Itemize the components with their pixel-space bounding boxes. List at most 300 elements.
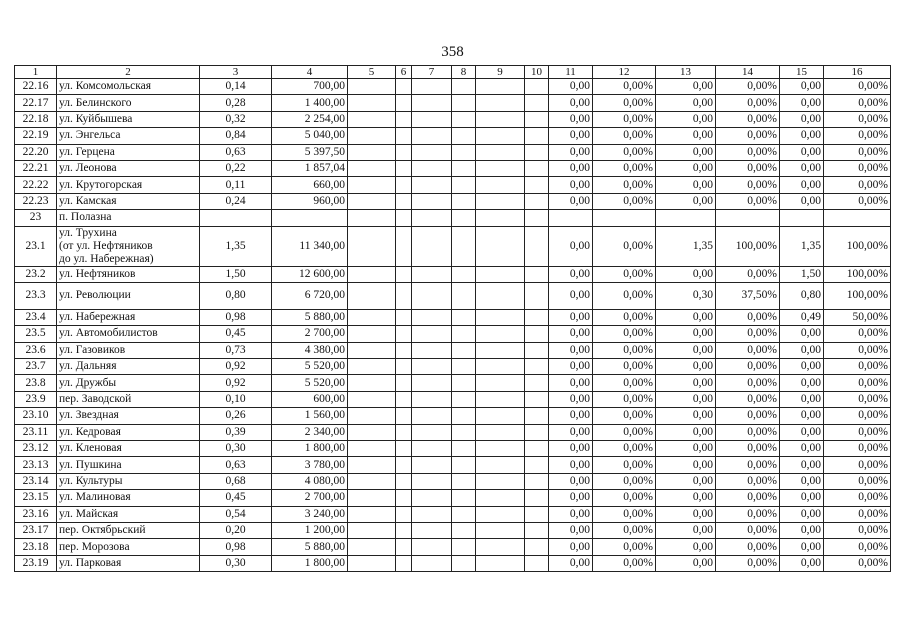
- street-name-cell: [57, 266, 200, 282]
- street-name-cell: [57, 95, 200, 111]
- cost-cell: 1 800,00: [272, 555, 348, 571]
- value-cell-c16: 0,00%: [824, 95, 891, 111]
- value-cell-c15: 0,00: [780, 391, 824, 407]
- item-number-cell: 22.23: [15, 193, 57, 209]
- table-row: [15, 111, 891, 127]
- empty-cell: [452, 375, 476, 391]
- empty-cell: [452, 309, 476, 325]
- empty-cell: [396, 128, 412, 144]
- empty-cell: [525, 359, 549, 375]
- empty-cell: [476, 359, 525, 375]
- empty-cell: [476, 111, 525, 127]
- column-number-header: 11: [549, 66, 593, 79]
- value-cell-c12: 0,00%: [593, 144, 656, 160]
- empty-cell: [452, 342, 476, 358]
- value-cell-c11: 0,00: [549, 441, 593, 457]
- empty-cell: [452, 193, 476, 209]
- value-cell-c14: 0,00%: [716, 177, 780, 193]
- value-cell-c12: 0,00%: [593, 95, 656, 111]
- empty-cell: [348, 128, 396, 144]
- value-cell-c13: 0,00: [656, 457, 716, 473]
- value-cell-c15: 0,00: [780, 375, 824, 391]
- column-number-header: 8: [452, 66, 476, 79]
- empty-cell: [412, 226, 452, 266]
- empty-cell: [476, 375, 525, 391]
- empty-cell: [348, 210, 396, 226]
- empty-cell: [348, 375, 396, 391]
- length-km-cell: 0,98: [200, 539, 272, 555]
- empty-cell: [525, 424, 549, 440]
- value-cell-c12: 0,00%: [593, 359, 656, 375]
- column-number-header: 15: [780, 66, 824, 79]
- value-cell-c13: 0,00: [656, 539, 716, 555]
- empty-cell: [412, 326, 452, 342]
- empty-cell: [396, 309, 412, 325]
- cost-cell: 1 400,00: [272, 95, 348, 111]
- item-number-cell: 23.8: [15, 375, 57, 391]
- street-name-cell: [57, 539, 200, 555]
- value-cell-c14: 0,00%: [716, 95, 780, 111]
- length-km-cell: 0,26: [200, 408, 272, 424]
- value-cell-c15: 0,00: [780, 408, 824, 424]
- empty-cell: [476, 441, 525, 457]
- value-cell-c13: 0,00: [656, 266, 716, 282]
- street-name-line: ул. Газовиков: [59, 343, 126, 356]
- column-number-header: 4: [272, 66, 348, 79]
- column-number-header: 1: [15, 66, 57, 79]
- table-row: [15, 539, 891, 555]
- empty-cell: [452, 506, 476, 522]
- table-row: [15, 79, 891, 95]
- street-name-line: ул. Кленовая: [59, 442, 122, 455]
- length-km-cell: 0,28: [200, 95, 272, 111]
- length-km-cell: 0,11: [200, 177, 272, 193]
- length-km-cell: 0,98: [200, 309, 272, 325]
- empty-cell: [396, 342, 412, 358]
- value-cell-c15: 0,00: [780, 177, 824, 193]
- item-number-cell: 23.14: [15, 473, 57, 489]
- empty-cell: [525, 266, 549, 282]
- length-km-cell: 1,50: [200, 266, 272, 282]
- empty-cell: [452, 128, 476, 144]
- value-cell-c12: 0,00%: [593, 309, 656, 325]
- table-row: [15, 210, 891, 226]
- street-name-line: ул. Парковая: [59, 556, 122, 569]
- item-number-cell: 23.18: [15, 539, 57, 555]
- empty-cell: [452, 282, 476, 309]
- value-cell-c11: [549, 210, 593, 226]
- empty-cell: [348, 309, 396, 325]
- value-cell-c12: 0,00%: [593, 266, 656, 282]
- table-row: [15, 424, 891, 440]
- empty-cell: [452, 473, 476, 489]
- value-cell-c12: 0,00%: [593, 424, 656, 440]
- value-cell-c12: 0,00%: [593, 177, 656, 193]
- table-row: [15, 128, 891, 144]
- empty-cell: [476, 177, 525, 193]
- item-number-cell: 23.10: [15, 408, 57, 424]
- cost-cell: 3 780,00: [272, 457, 348, 473]
- value-cell-c14: 0,00%: [716, 79, 780, 95]
- empty-cell: [412, 457, 452, 473]
- street-name-line: ул. Набережная: [59, 311, 136, 324]
- empty-cell: [396, 282, 412, 309]
- empty-cell: [412, 177, 452, 193]
- empty-cell: [476, 457, 525, 473]
- table-row: [15, 375, 891, 391]
- value-cell-c15: 0,00: [780, 359, 824, 375]
- street-name-line: ул. Пушкина: [59, 458, 122, 471]
- value-cell-c13: 1,35: [656, 226, 716, 266]
- cost-cell: 1 200,00: [272, 522, 348, 538]
- item-number-cell: 23.15: [15, 490, 57, 506]
- cost-cell: 2 254,00: [272, 111, 348, 127]
- street-name-line: ул. Энгельса: [59, 129, 121, 142]
- empty-cell: [396, 375, 412, 391]
- length-km-cell: 0,24: [200, 193, 272, 209]
- column-number-header: 3: [200, 66, 272, 79]
- street-name-line: ул. Крутогорская: [59, 178, 143, 191]
- length-km-cell: 0,63: [200, 144, 272, 160]
- table-row: [15, 441, 891, 457]
- value-cell-c13: 0,00: [656, 441, 716, 457]
- value-cell-c16: 0,00%: [824, 111, 891, 127]
- value-cell-c15: 0,00: [780, 128, 824, 144]
- empty-cell: [476, 506, 525, 522]
- cost-cell: 3 240,00: [272, 506, 348, 522]
- value-cell-c15: 0,00: [780, 473, 824, 489]
- empty-cell: [396, 555, 412, 571]
- value-cell-c16: 0,00%: [824, 522, 891, 538]
- empty-cell: [452, 457, 476, 473]
- cost-cell: 5 880,00: [272, 309, 348, 325]
- empty-cell: [525, 326, 549, 342]
- value-cell-c11: 0,00: [549, 375, 593, 391]
- cost-cell: [272, 210, 348, 226]
- street-name-cell: [57, 408, 200, 424]
- street-name-cell: [57, 210, 200, 226]
- empty-cell: [412, 128, 452, 144]
- value-cell-c11: 0,00: [549, 522, 593, 538]
- value-cell-c13: 0,00: [656, 79, 716, 95]
- empty-cell: [348, 266, 396, 282]
- value-cell-c11: 0,00: [549, 128, 593, 144]
- street-name-line: ул. Леонова: [59, 162, 117, 175]
- street-name-line: п. Полазна: [59, 211, 112, 224]
- empty-cell: [412, 473, 452, 489]
- length-km-cell: 0,14: [200, 79, 272, 95]
- table-row: [15, 408, 891, 424]
- value-cell-c16: 50,00%: [824, 309, 891, 325]
- empty-cell: [396, 506, 412, 522]
- value-cell-c11: 0,00: [549, 111, 593, 127]
- item-number-cell: 22.22: [15, 177, 57, 193]
- header-row: [15, 66, 891, 79]
- value-cell-c12: 0,00%: [593, 457, 656, 473]
- empty-cell: [412, 282, 452, 309]
- empty-cell: [476, 424, 525, 440]
- street-name-line: ул. Белинского: [59, 96, 132, 109]
- length-km-cell: 0,30: [200, 441, 272, 457]
- table-row: [15, 457, 891, 473]
- empty-cell: [452, 441, 476, 457]
- value-cell-c13: 0,00: [656, 111, 716, 127]
- street-name-cell: [57, 111, 200, 127]
- value-cell-c11: 0,00: [549, 457, 593, 473]
- cost-cell: 700,00: [272, 79, 348, 95]
- cost-cell: 12 600,00: [272, 266, 348, 282]
- empty-cell: [396, 359, 412, 375]
- value-cell-c14: 0,00%: [716, 424, 780, 440]
- length-km-cell: 0,20: [200, 522, 272, 538]
- cost-cell: 2 700,00: [272, 490, 348, 506]
- empty-cell: [452, 111, 476, 127]
- street-name-line: ул. Культуры: [59, 475, 123, 487]
- value-cell-c14: [716, 210, 780, 226]
- empty-cell: [348, 457, 396, 473]
- value-cell-c15: 0,00: [780, 522, 824, 538]
- value-cell-c14: 0,00%: [716, 555, 780, 571]
- empty-cell: [452, 424, 476, 440]
- empty-cell: [412, 506, 452, 522]
- value-cell-c12: 0,00%: [593, 375, 656, 391]
- value-cell-c13: 0,00: [656, 424, 716, 440]
- value-cell-c16: 0,00%: [824, 177, 891, 193]
- empty-cell: [412, 309, 452, 325]
- street-repair-table: [14, 65, 891, 572]
- empty-cell: [348, 490, 396, 506]
- street-name-line: ул. Дальняя: [59, 360, 117, 373]
- column-number-header: 10: [525, 66, 549, 79]
- street-name-line: ул. Звездная: [59, 409, 119, 422]
- value-cell-c13: 0,00: [656, 490, 716, 506]
- empty-cell: [412, 522, 452, 538]
- column-number-header: 14: [716, 66, 780, 79]
- item-number-cell: 23.6: [15, 342, 57, 358]
- empty-cell: [396, 95, 412, 111]
- value-cell-c12: 0,00%: [593, 539, 656, 555]
- value-cell-c16: 0,00%: [824, 555, 891, 571]
- empty-cell: [348, 473, 396, 489]
- empty-cell: [348, 506, 396, 522]
- street-name-cell: [57, 226, 200, 266]
- empty-cell: [348, 424, 396, 440]
- value-cell-c16: 100,00%: [824, 226, 891, 266]
- empty-cell: [525, 555, 549, 571]
- empty-cell: [525, 128, 549, 144]
- item-number-cell: 22.16: [15, 79, 57, 95]
- value-cell-c13: 0,00: [656, 555, 716, 571]
- column-number-header: 7: [412, 66, 452, 79]
- value-cell-c11: 0,00: [549, 326, 593, 342]
- street-name-line: ул. Революции: [59, 289, 131, 302]
- value-cell-c14: 0,00%: [716, 473, 780, 489]
- value-cell-c12: 0,00%: [593, 473, 656, 489]
- empty-cell: [525, 457, 549, 473]
- empty-cell: [396, 177, 412, 193]
- value-cell-c12: 0,00%: [593, 506, 656, 522]
- empty-cell: [348, 539, 396, 555]
- empty-cell: [476, 391, 525, 407]
- item-number-cell: 23.16: [15, 506, 57, 522]
- column-number-header: 12: [593, 66, 656, 79]
- cost-cell: 5 520,00: [272, 375, 348, 391]
- value-cell-c11: 0,00: [549, 144, 593, 160]
- empty-cell: [396, 408, 412, 424]
- cost-cell: 5 520,00: [272, 359, 348, 375]
- value-cell-c13: 0,00: [656, 128, 716, 144]
- length-km-cell: 0,80: [200, 282, 272, 309]
- empty-cell: [525, 177, 549, 193]
- value-cell-c16: 0,00%: [824, 490, 891, 506]
- street-name-line: ул. Автомобилистов: [59, 327, 158, 340]
- item-number-cell: 23.9: [15, 391, 57, 407]
- empty-cell: [452, 490, 476, 506]
- street-name-cell: [57, 441, 200, 457]
- empty-cell: [476, 193, 525, 209]
- empty-cell: [452, 160, 476, 176]
- empty-cell: [348, 342, 396, 358]
- length-km-cell: 0,32: [200, 111, 272, 127]
- value-cell-c12: 0,00%: [593, 226, 656, 266]
- street-name-line: пер. Заводской: [59, 393, 132, 406]
- empty-cell: [452, 359, 476, 375]
- empty-cell: [396, 473, 412, 489]
- value-cell-c15: 0,00: [780, 342, 824, 358]
- street-name-cell: [57, 326, 200, 342]
- table-row: [15, 506, 891, 522]
- empty-cell: [476, 160, 525, 176]
- value-cell-c16: 0,00%: [824, 342, 891, 358]
- value-cell-c11: 0,00: [549, 160, 593, 176]
- empty-cell: [525, 473, 549, 489]
- empty-cell: [412, 95, 452, 111]
- street-name-line: ул. Малиновая: [59, 491, 131, 504]
- empty-cell: [348, 441, 396, 457]
- empty-cell: [476, 522, 525, 538]
- empty-cell: [476, 128, 525, 144]
- length-km-cell: 0,22: [200, 160, 272, 176]
- value-cell-c11: 0,00: [549, 79, 593, 95]
- value-cell-c16: 0,00%: [824, 506, 891, 522]
- street-name-cell: [57, 193, 200, 209]
- empty-cell: [525, 210, 549, 226]
- empty-cell: [348, 282, 396, 309]
- item-number-cell: 23.7: [15, 359, 57, 375]
- value-cell-c16: 0,00%: [824, 144, 891, 160]
- value-cell-c12: 0,00%: [593, 128, 656, 144]
- value-cell-c16: 0,00%: [824, 391, 891, 407]
- value-cell-c15: 0,00: [780, 457, 824, 473]
- street-name-line: ул. Комсомольская: [59, 80, 152, 93]
- length-km-cell: 0,92: [200, 359, 272, 375]
- cost-cell: 4 080,00: [272, 473, 348, 489]
- value-cell-c15: 0,00: [780, 506, 824, 522]
- empty-cell: [525, 160, 549, 176]
- column-number-header: 13: [656, 66, 716, 79]
- length-km-cell: 0,54: [200, 506, 272, 522]
- value-cell-c14: 0,00%: [716, 342, 780, 358]
- value-cell-c11: 0,00: [549, 506, 593, 522]
- street-name-line: пер. Морозова: [59, 540, 130, 553]
- empty-cell: [348, 193, 396, 209]
- empty-cell: [452, 539, 476, 555]
- value-cell-c13: 0,00: [656, 177, 716, 193]
- table-row: [15, 266, 891, 282]
- table-row: [15, 95, 891, 111]
- value-cell-c16: [824, 210, 891, 226]
- value-cell-c12: 0,00%: [593, 555, 656, 571]
- value-cell-c16: 0,00%: [824, 375, 891, 391]
- empty-cell: [452, 210, 476, 226]
- value-cell-c12: 0,00%: [593, 79, 656, 95]
- empty-cell: [412, 160, 452, 176]
- street-name-line: (от ул. Нефтяников: [59, 239, 153, 252]
- empty-cell: [348, 111, 396, 127]
- value-cell-c14: 37,50%: [716, 282, 780, 309]
- empty-cell: [412, 539, 452, 555]
- value-cell-c15: 0,49: [780, 309, 824, 325]
- empty-cell: [525, 490, 549, 506]
- item-number-cell: 22.19: [15, 128, 57, 144]
- value-cell-c13: 0,00: [656, 144, 716, 160]
- table-row: [15, 490, 891, 506]
- empty-cell: [525, 95, 549, 111]
- table-row: [15, 473, 891, 489]
- value-cell-c13: 0,00: [656, 522, 716, 538]
- item-number-cell: 23.2: [15, 266, 57, 282]
- value-cell-c14: 0,00%: [716, 128, 780, 144]
- street-name-cell: [57, 391, 200, 407]
- item-number-cell: 22.17: [15, 95, 57, 111]
- empty-cell: [476, 144, 525, 160]
- value-cell-c14: 0,00%: [716, 266, 780, 282]
- empty-cell: [348, 326, 396, 342]
- empty-cell: [476, 490, 525, 506]
- length-km-cell: 0,30: [200, 555, 272, 571]
- value-cell-c14: 0,00%: [716, 193, 780, 209]
- empty-cell: [525, 144, 549, 160]
- cost-cell: 960,00: [272, 193, 348, 209]
- value-cell-c16: 0,00%: [824, 359, 891, 375]
- empty-cell: [396, 539, 412, 555]
- empty-cell: [452, 326, 476, 342]
- value-cell-c12: 0,00%: [593, 441, 656, 457]
- table-row: [15, 309, 891, 325]
- value-cell-c13: 0,00: [656, 506, 716, 522]
- empty-cell: [412, 79, 452, 95]
- empty-cell: [525, 79, 549, 95]
- empty-cell: [348, 391, 396, 407]
- empty-cell: [412, 210, 452, 226]
- value-cell-c15: 0,00: [780, 539, 824, 555]
- empty-cell: [525, 391, 549, 407]
- empty-cell: [396, 326, 412, 342]
- value-cell-c11: 0,00: [549, 424, 593, 440]
- value-cell-c15: 0,00: [780, 326, 824, 342]
- value-cell-c14: 0,00%: [716, 441, 780, 457]
- table-row: [15, 326, 891, 342]
- value-cell-c15: 0,00: [780, 160, 824, 176]
- street-name-cell: [57, 282, 200, 309]
- item-number-cell: 23.19: [15, 555, 57, 571]
- empty-cell: [452, 522, 476, 538]
- empty-cell: [525, 309, 549, 325]
- value-cell-c14: 0,00%: [716, 457, 780, 473]
- empty-cell: [476, 473, 525, 489]
- value-cell-c11: 0,00: [549, 391, 593, 407]
- value-cell-c13: 0,30: [656, 282, 716, 309]
